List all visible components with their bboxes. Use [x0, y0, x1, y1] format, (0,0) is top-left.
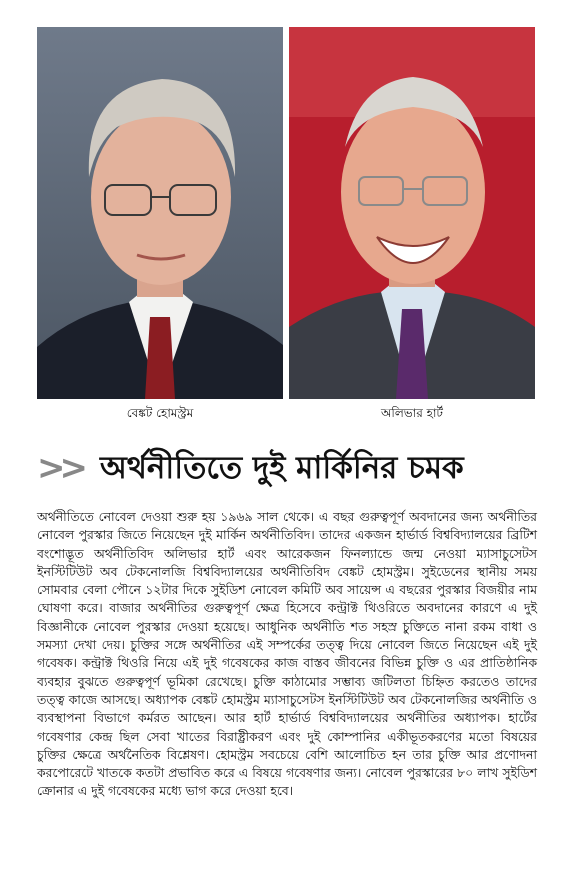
- headline: [37, 446, 537, 490]
- article-paragraph: অর্থনীতিতে নোবেল দেওয়া শুরু হয় ১৯৬৯ সাল থেকে। এ বছর গুরুত্বপূর্ণ অবদানের জন্য অর্থনীতির নোবেল পুরস্কার জিতে নিয়েছেন দুই মার্কিন অর্থনীতিবিদ। তাদের একজন হার্ভার্ড বিশ্ববিদ্যালয়ের ব্রিটিশ বংশোদ্ভূত অর্থনীতিবিদ অলিভার হার্ট এবং আরেকজন ফিনল্যান্ডে জন্ম নেওয়া ম্যাসাচুসেটস ইনস্টিটিউট অব টেকনোলজি বিশ্ববিদ্যালয়ের অর্থনীতিবিদ বেঙ্কট হোমস্ট্রম। সুইডেনের স্থানীয় সময় সোমবার বেলা পৌনে ১২টার দিকে সুইডিশ নোবেল কমিটি অব সায়েন্স এ বছরের পুরস্কার বিজয়ীর নাম ঘোষণা করে। বাজার অর্থনীতির গুরুত্বপূর্ণ ক্ষেত্র হিসেবে কন্ট্রাক্ট থিওরিতে অবদানের কারণে এ দুই বিজ্ঞানীকে নোবেল পুরস্কার দেওয়া হয়েছে। আধুনিক অর্থনীতি শত সহস্র চুক্তিতে নানা রকম বাধা ও সমস্যা দেখা দেয়। চুক্তির সঙ্গে অর্থনীতির এই সম্পর্কের তত্ত্ব দিয়ে নোবেল জিতে নিয়েছেন এই দুই গবেষক। কন্ট্রাক্ট থিওরি নিয়ে এই দুই গবেষকের কাজ বাস্তব জীবনের বিভিন্ন চুক্তি ও এর প্রাতিষ্ঠানিক ব্যবহার বুঝতে গুরুত্বপূর্ণ ভূমিকা রেখেছে। চুক্তি কাঠামোর সম্ভাব্য জটিলতা চিহ্নিত করতেও তাদের তত্ত্ব কাজে আসছে। অধ্যাপক বেঙ্কট হোমস্ট্রম ম্যাসাচুসেটস ইনস্টিটিউট অব টেকনোলজির অর্থনীতি ও ব্যবস্থাপনা বিভাগে কর্মরত আছেন। আর হার্ট হার্ভার্ড বিশ্ববিদ্যালয়ের অর্থনীতির অধ্যাপক। হার্টের গবেষণার কেন্দ্র ছিল সেবা খাতের বিরাষ্ট্রীকরণ এবং দুই কোম্পানির একীভূতকরণের মতো বিষয়ের চুক্তির ক্ষেত্রে অর্থনৈতিক বিশ্লেষণ। হোমস্ট্রম সবচেয়ে বেশি আলোচিত হন তার চুক্তি আর প্রণোদনা করপোরেটে খাতকে কতটা প্রভাবিত করে এ বিষয়ে গবেষণার জন্য। নোবেল পুরস্কারের ৮০ লাখ সুইডিশ ক্রোনার এ দুই গবেষকের মধ্যে ভাগ করে দেওয়া হবে।: [37, 509, 537, 799]
- double-chevron-icon: >>: [37, 448, 82, 488]
- portrait-left-image: [37, 27, 283, 399]
- caption-left: বেঙ্কট হোমস্ট্রম: [126, 406, 194, 420]
- headline-title: অর্থনীতিতে দুই মার্কিনির চমক: [99, 450, 464, 486]
- caption-right: অলিভার হার্ট: [381, 406, 443, 420]
- photo-bengt-holmstrom: [37, 27, 283, 399]
- article-body: [37, 508, 537, 801]
- portrait-right-image: [289, 27, 535, 399]
- photo-oliver-hart: [289, 27, 535, 399]
